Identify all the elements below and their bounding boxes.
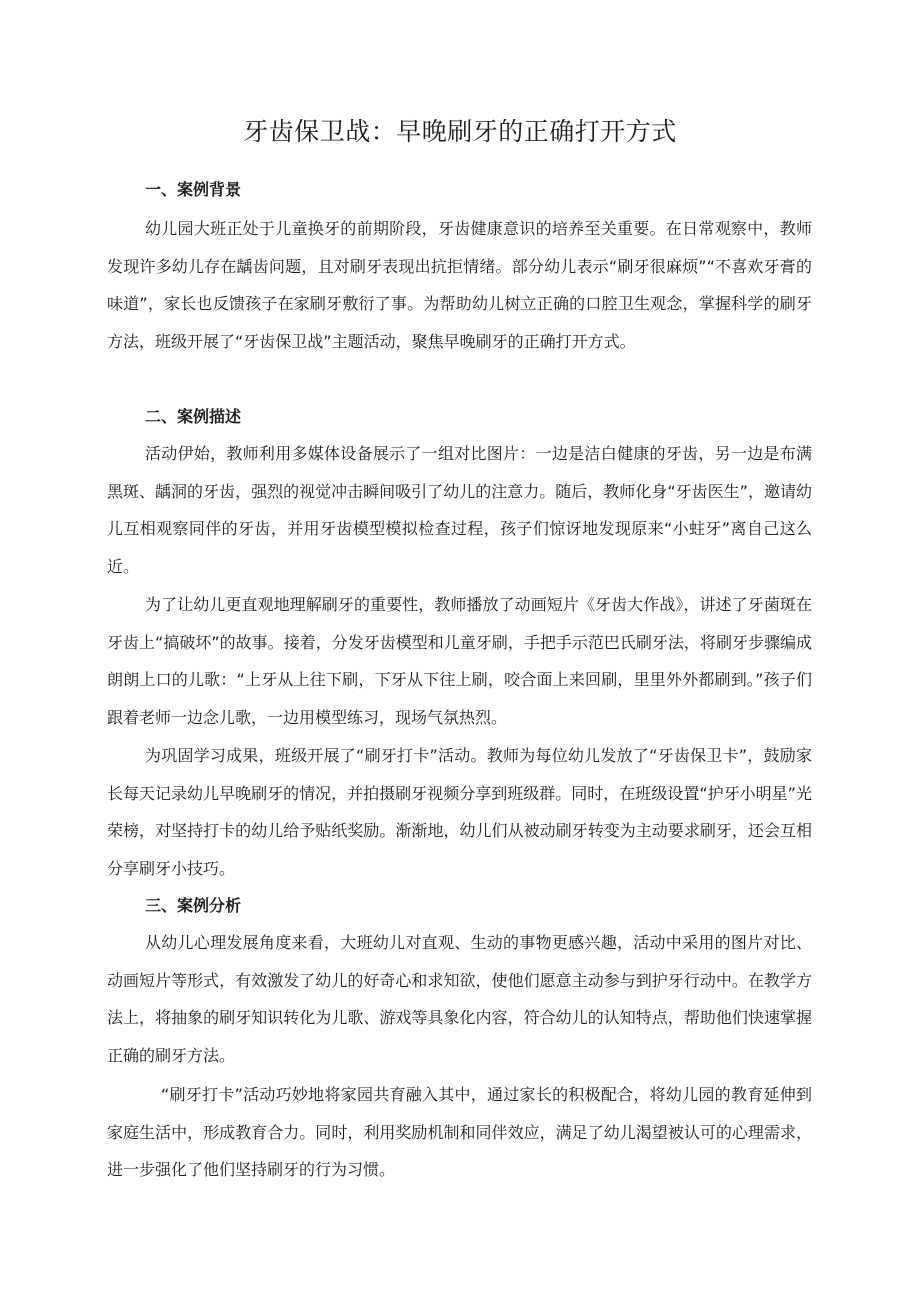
paragraph-description-3: 为巩固学习成果，班级开展了“刷牙打卡”活动。教师为每位幼儿发放了“牙齿保卫卡”，鼓励家长每天记录幼儿早晚刷牙的情况，并拍摄刷牙视频分享到班级群。同时，在班级设置“护牙小明星”光荣榜，对坚持打卡的幼儿给予贴纸奖励。渐渐地，幼儿们从被动刷牙转变为主动要求刷牙，还会互相分享刷牙小技巧。 [107,746,812,878]
paragraph-description-2: 为了让幼儿更直观地理解刷牙的重要性，教师播放了动画短片《牙齿大作战》，讲述了牙菌斑在牙齿上“搞破坏”的故事。接着，分发牙齿模型和儿童牙刷，手把手示范巴氏刷牙法，将刷牙步骤编成朗朗上口的儿歌：“上牙从上往下刷，下牙从下往上刷，咬合面上来回刷，里里外外都刷到。”孩子们跟着老师一边念儿歌，一边用模型练习，现场气氛热烈。 [107,595,812,727]
section-heading-analysis: 三、案例分析 [145,896,242,915]
document-title: 牙齿保卫战：早晚刷牙的正确打开方式 [243,117,677,146]
section-heading-background: 一、案例背景 [145,180,242,199]
paragraph-background: 幼儿园大班正处于儿童换牙的前期阶段，牙齿健康意识的培养至关重要。在日常观察中，教师发现许多幼儿存在龋齿问题，且对刷牙表现出抗拒情绪。部分幼儿表示“刷牙很麻烦”“不喜欢牙膏的味道”，家长也反馈孩子在家刷牙敷衍了事。为帮助幼儿树立正确的口腔卫生观念，掌握科学的刷牙方法，班级开展了“牙齿保卫战”主题活动，聚焦早晚刷牙的正确打开方式。 [107,219,812,351]
paragraph-description-1: 活动伊始，教师利用多媒体设备展示了一组对比图片：一边是洁白健康的牙齿，另一边是布满黑斑、龋洞的牙齿，强烈的视觉冲击瞬间吸引了幼儿的注意力。随后，教师化身“牙齿医生”，邀请幼儿互相观察同伴的牙齿，并用牙齿模型模拟检查过程，孩子们惊讶地发现原来“小蛀牙”离自己这么近。 [107,444,812,576]
paragraph-analysis-1: 从幼儿心理发展角度来看，大班幼儿对直观、生动的事物更感兴趣，活动中采用的图片对比、动画短片等形式，有效激发了幼儿的好奇心和求知欲，使他们愿意主动参与到护牙行动中。在教学方法上，将抽象的刷牙知识转化为儿歌、游戏等具象化内容，符合幼儿的认知特点，帮助他们快速掌握正确的刷牙方法。 [107,933,812,1065]
section-heading-description: 二、案例描述 [145,407,242,426]
paragraph-analysis-2: “刷牙打卡”活动巧妙地将家园共育融入其中，通过家长的积极配合，将幼儿园的教育延伸到家庭生活中，形成教育合力。同时，利用奖励机制和同伴效应，满足了幼儿渴望被认可的心理需求，进一步强化了他们坚持刷牙的行为习惯。 [107,1085,812,1180]
